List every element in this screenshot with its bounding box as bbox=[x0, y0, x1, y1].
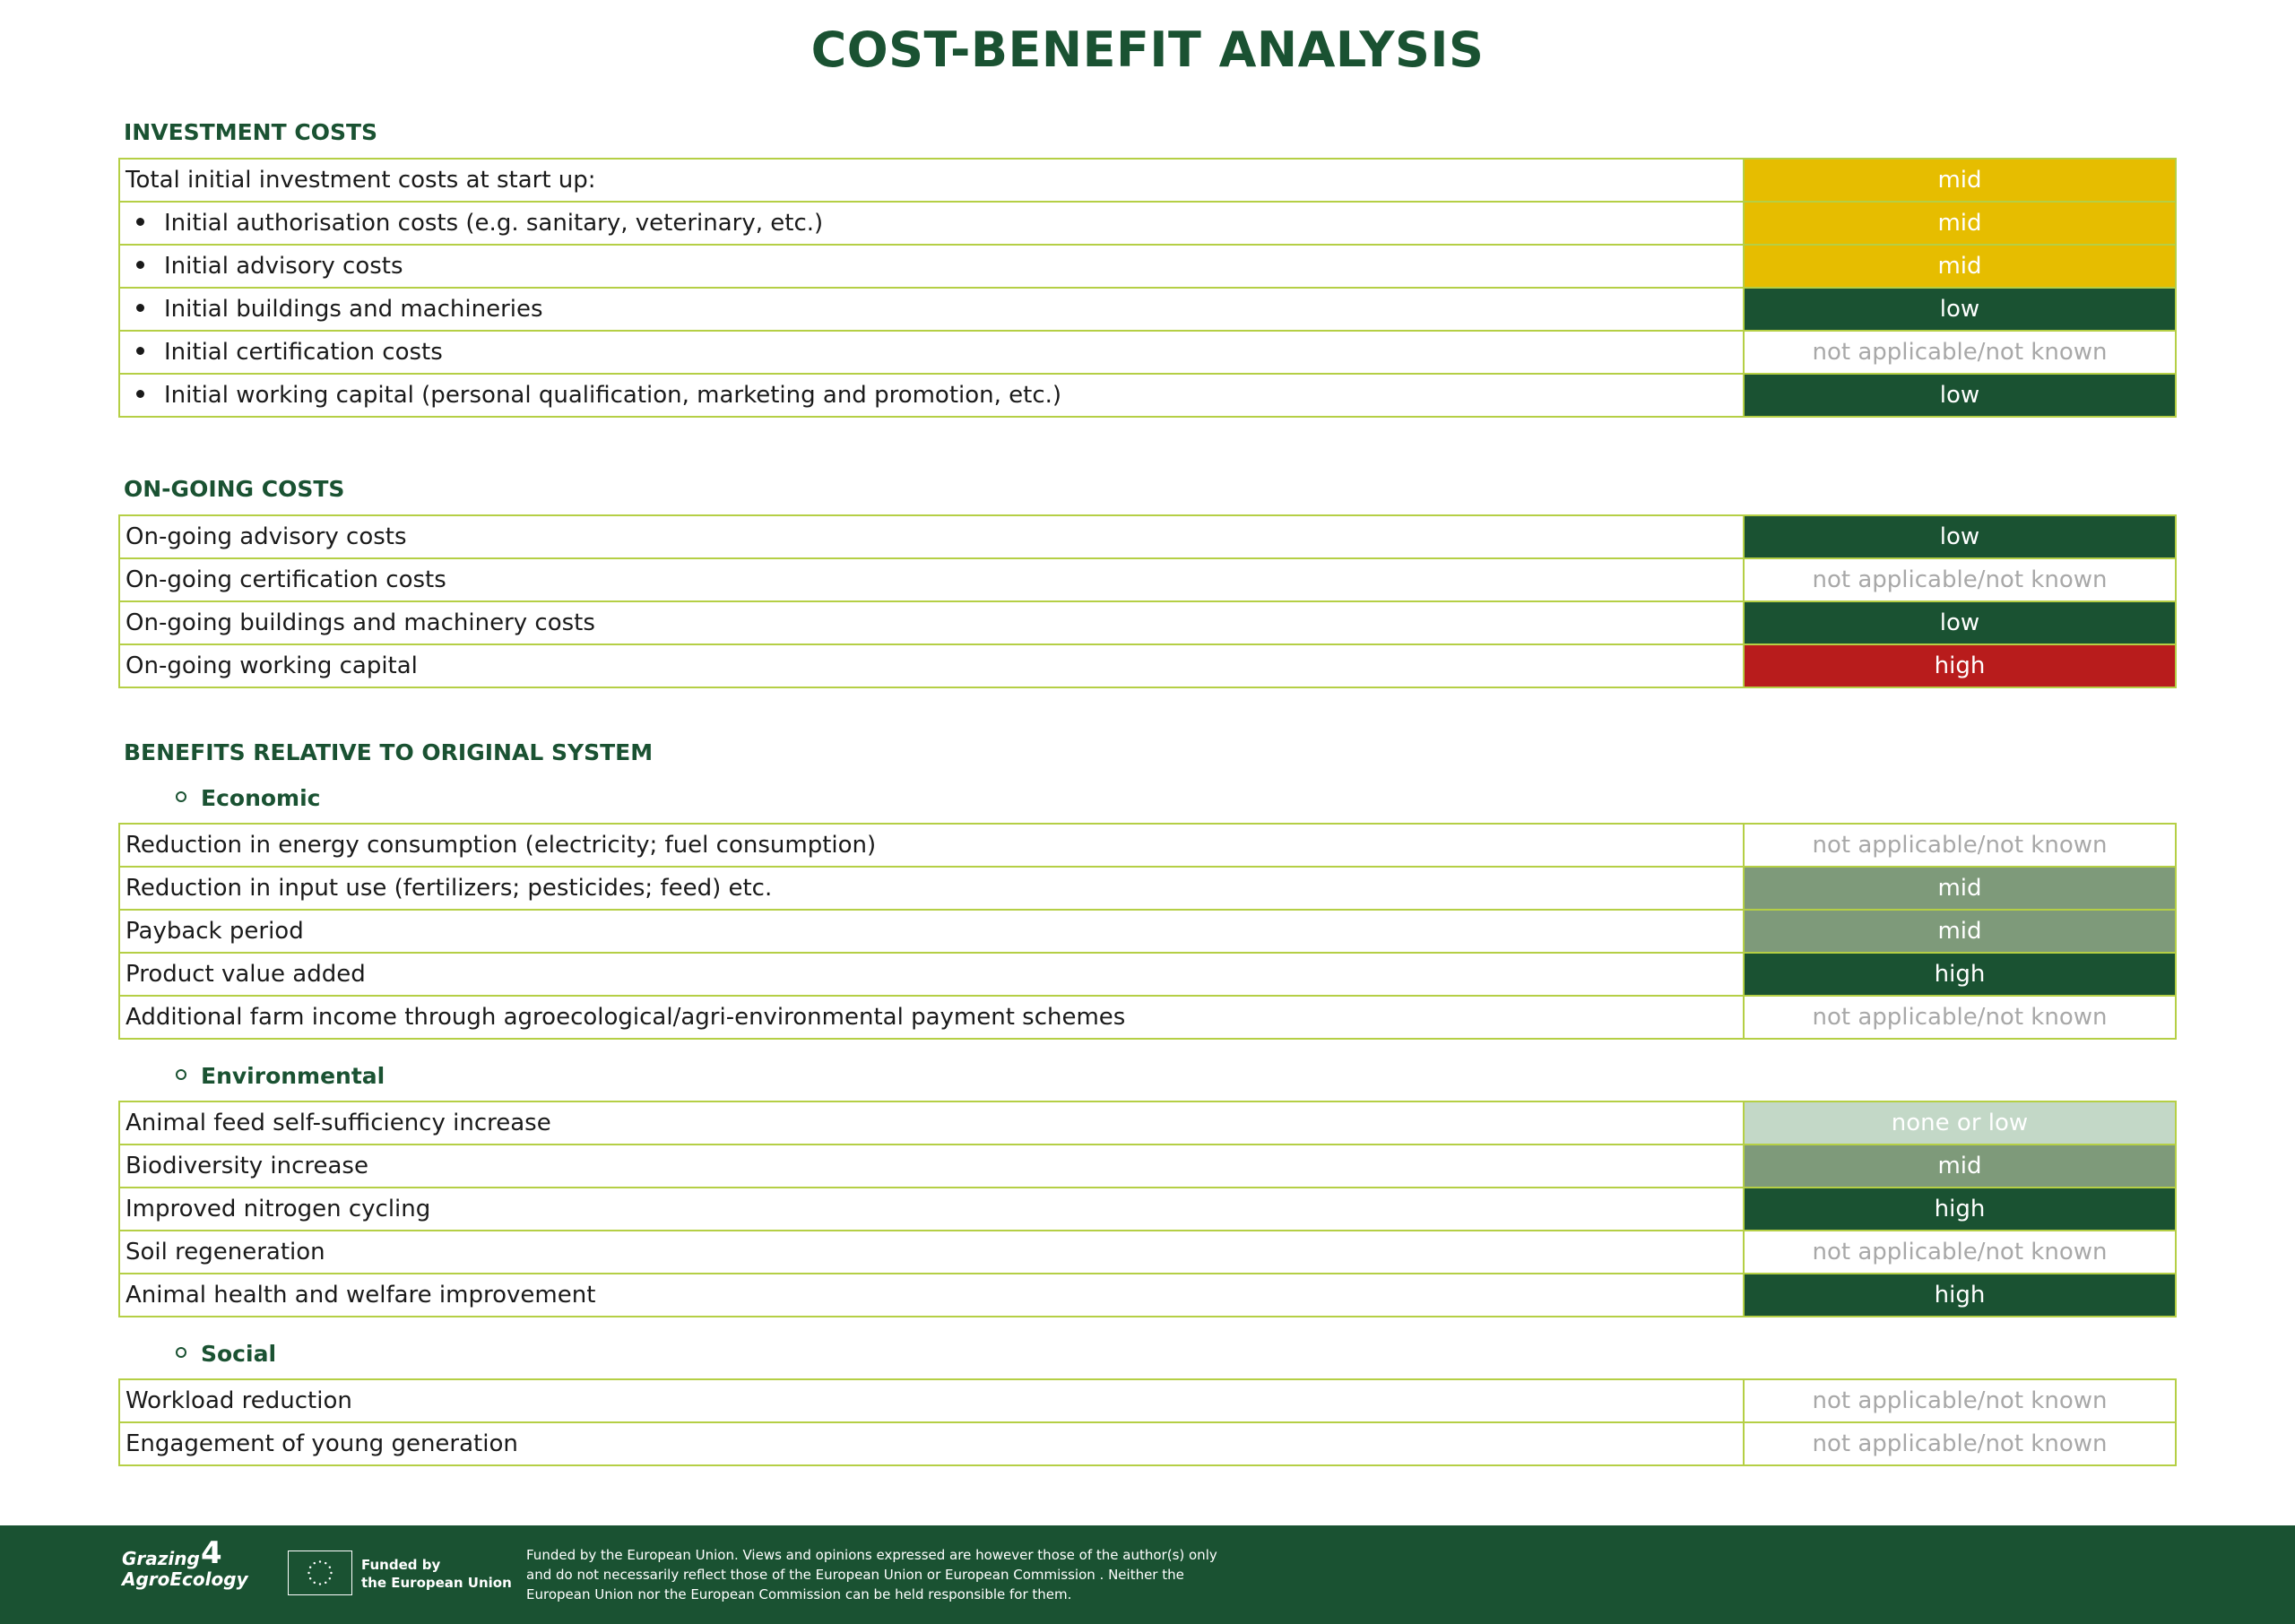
table-row bbox=[119, 1379, 2176, 1422]
rating-cell: high bbox=[1744, 953, 2176, 996]
row-label-text: Initial working capital (personal qualification, marketing and promotion, etc.) bbox=[164, 382, 1062, 409]
table-row bbox=[119, 245, 2176, 288]
rating-cell: mid bbox=[1744, 202, 2176, 245]
bullet-icon bbox=[136, 218, 144, 226]
rating-cell: mid bbox=[1744, 910, 2176, 953]
rating-cell: low bbox=[1744, 515, 2176, 558]
ongoing-costs-heading: ON-GOING COSTS bbox=[124, 476, 345, 502]
logo-line-2: AgroEcology bbox=[122, 1568, 248, 1590]
logo-line-1: Grazing bbox=[122, 1548, 200, 1569]
table-row bbox=[119, 910, 2176, 953]
eu-funding-label bbox=[361, 1556, 512, 1592]
bullet-icon bbox=[136, 390, 144, 398]
row-label bbox=[119, 374, 1744, 417]
row-label: Soil regeneration bbox=[119, 1231, 1744, 1274]
row-label bbox=[119, 245, 1744, 288]
rating-cell: high bbox=[1744, 1188, 2176, 1231]
table-row bbox=[119, 331, 2176, 374]
social-benefits-table bbox=[118, 1378, 2177, 1466]
row-label: Product value added bbox=[119, 953, 1744, 996]
table-row bbox=[119, 1422, 2176, 1465]
table-row bbox=[119, 1188, 2176, 1231]
row-label: On-going certification costs bbox=[119, 558, 1744, 601]
rating-cell: not applicable/not known bbox=[1744, 331, 2176, 374]
table-row bbox=[119, 824, 2176, 867]
row-label-text: Initial authorisation costs (e.g. sanitary, veterinary, etc.) bbox=[164, 210, 824, 237]
row-label: Total initial investment costs at start up: bbox=[119, 159, 1744, 202]
bullet-icon bbox=[136, 304, 144, 312]
row-label: Additional farm income through agroecological/agri-environmental payment schemes bbox=[119, 996, 1744, 1039]
row-label: Engagement of young generation bbox=[119, 1422, 1744, 1465]
rating-cell: low bbox=[1744, 601, 2176, 644]
rating-cell: high bbox=[1744, 1274, 2176, 1317]
table-row bbox=[119, 202, 2176, 245]
row-label: Reduction in input use (fertilizers; pesticides; feed) etc. bbox=[119, 867, 1744, 910]
rating-cell: mid bbox=[1744, 159, 2176, 202]
rating-cell: low bbox=[1744, 374, 2176, 417]
table-row bbox=[119, 953, 2176, 996]
circle-bullet-icon bbox=[176, 1347, 186, 1358]
table-row bbox=[119, 1101, 2176, 1145]
rating-cell: mid bbox=[1744, 245, 2176, 288]
rating-cell: mid bbox=[1744, 867, 2176, 910]
funding-disclaimer: Funded by the European Union. Views and opinions expressed are however those of the author(s) only and do not necessarily reflect those of the European Union or European Commission . Neither the European Union nor the European Commission can be held responsible for them. bbox=[526, 1547, 1217, 1602]
logo-mark: 4 bbox=[201, 1535, 222, 1571]
page-title: COST-BENEFIT ANALYSIS bbox=[810, 22, 1485, 78]
table-row bbox=[119, 601, 2176, 644]
investment-costs-heading: INVESTMENT COSTS bbox=[124, 119, 378, 145]
environmental-subheading bbox=[176, 1063, 385, 1089]
rating-cell: low bbox=[1744, 288, 2176, 331]
row-label: On-going advisory costs bbox=[119, 515, 1744, 558]
economic-subheading-text: Economic bbox=[201, 785, 321, 811]
economic-benefits-table bbox=[118, 823, 2177, 1040]
table-row bbox=[119, 1274, 2176, 1317]
row-label: Animal feed self-sufficiency increase bbox=[119, 1101, 1744, 1145]
rating-cell: high bbox=[1744, 644, 2176, 687]
bullet-icon bbox=[136, 261, 144, 269]
row-label-text: Initial buildings and machineries bbox=[164, 296, 543, 323]
table-row bbox=[119, 374, 2176, 417]
social-subheading bbox=[176, 1341, 276, 1367]
table-row bbox=[119, 996, 2176, 1039]
row-label: Reduction in energy consumption (electricity; fuel consumption) bbox=[119, 824, 1744, 867]
table-row bbox=[119, 1231, 2176, 1274]
table-row bbox=[119, 159, 2176, 202]
rating-cell: not applicable/not known bbox=[1744, 824, 2176, 867]
circle-bullet-icon bbox=[176, 791, 186, 802]
table-row bbox=[119, 867, 2176, 910]
row-label: Workload reduction bbox=[119, 1379, 1744, 1422]
rating-cell: none or low bbox=[1744, 1101, 2176, 1145]
rating-cell: mid bbox=[1744, 1145, 2176, 1188]
row-label: Animal health and welfare improvement bbox=[119, 1274, 1744, 1317]
grazing-agroecology-logo bbox=[122, 1535, 248, 1590]
social-subheading-text: Social bbox=[201, 1341, 277, 1367]
eu-funding-line-2: the European Union bbox=[361, 1575, 512, 1591]
row-label bbox=[119, 202, 1744, 245]
ongoing-costs-table bbox=[118, 514, 2177, 688]
investment-costs-table bbox=[118, 158, 2177, 418]
environmental-subheading-text: Environmental bbox=[201, 1063, 385, 1089]
row-label: On-going buildings and machinery costs bbox=[119, 601, 1744, 644]
rating-cell: not applicable/not known bbox=[1744, 996, 2176, 1039]
circle-bullet-icon bbox=[176, 1069, 186, 1080]
row-label-text: Initial certification costs bbox=[164, 339, 443, 366]
row-label: On-going working capital bbox=[119, 644, 1744, 687]
environmental-benefits-table bbox=[118, 1101, 2177, 1317]
rating-cell: not applicable/not known bbox=[1744, 1231, 2176, 1274]
rating-cell: not applicable/not known bbox=[1744, 1422, 2176, 1465]
rating-cell: not applicable/not known bbox=[1744, 558, 2176, 601]
row-label: Payback period bbox=[119, 910, 1744, 953]
rating-cell: not applicable/not known bbox=[1744, 1379, 2176, 1422]
table-row bbox=[119, 1145, 2176, 1188]
footer-bar bbox=[0, 1525, 2295, 1624]
eu-flag-icon bbox=[288, 1551, 352, 1595]
row-label bbox=[119, 288, 1744, 331]
row-label bbox=[119, 331, 1744, 374]
economic-subheading bbox=[176, 785, 320, 811]
bullet-icon bbox=[136, 347, 144, 355]
row-label-text: Initial advisory costs bbox=[164, 253, 403, 280]
table-row bbox=[119, 644, 2176, 687]
row-label: Improved nitrogen cycling bbox=[119, 1188, 1744, 1231]
table-row bbox=[119, 515, 2176, 558]
row-label: Biodiversity increase bbox=[119, 1145, 1744, 1188]
table-row bbox=[119, 558, 2176, 601]
table-row bbox=[119, 288, 2176, 331]
eu-funding-line-1: Funded by bbox=[361, 1557, 441, 1573]
benefits-heading: BENEFITS RELATIVE TO ORIGINAL SYSTEM bbox=[124, 739, 654, 765]
